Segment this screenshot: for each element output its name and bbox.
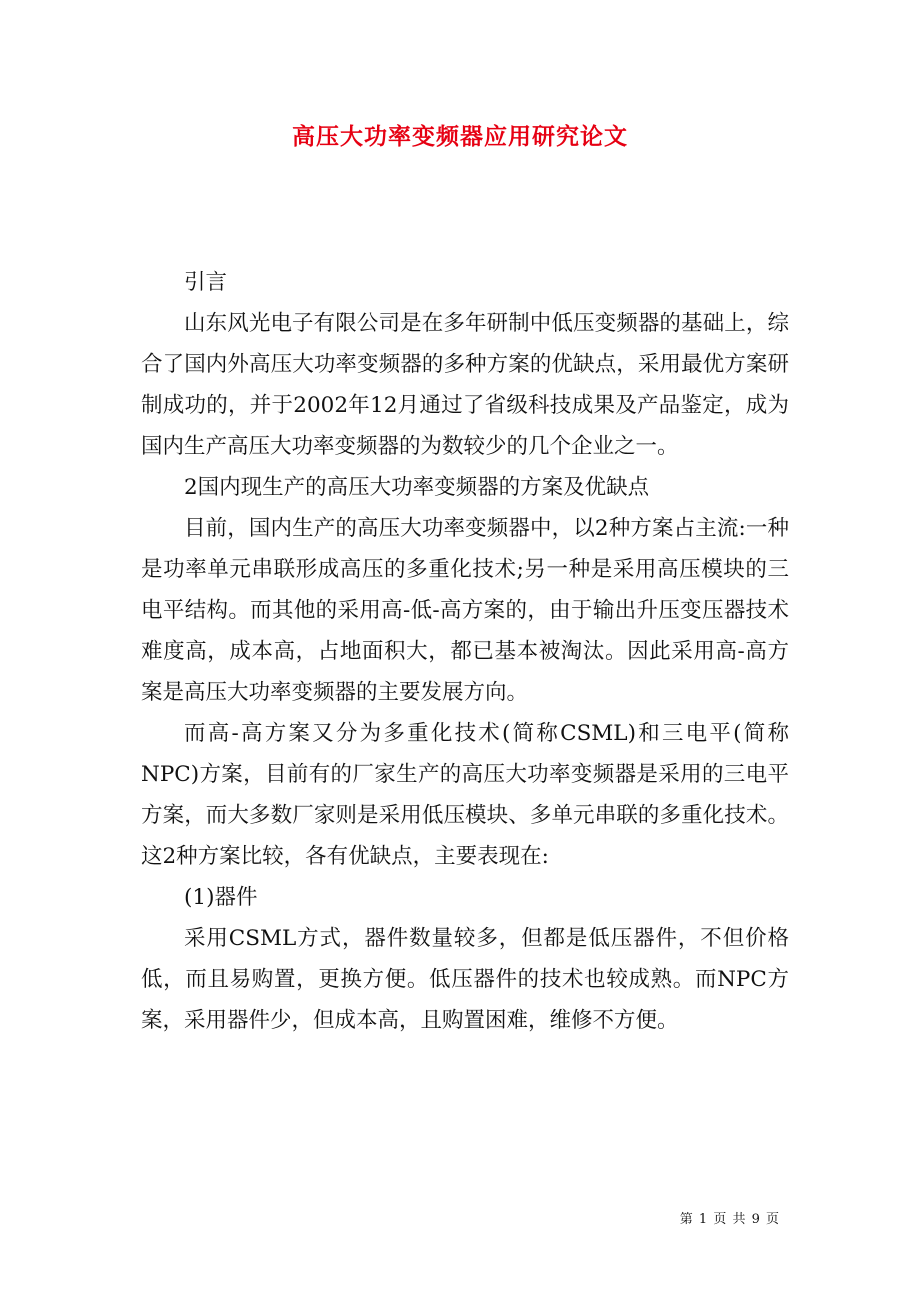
page-number-footer: 第 1 页 共 9 页 (679, 1212, 780, 1227)
paragraph-devices-heading: (1)器件 (184, 885, 258, 910)
paragraph-current-schemes: 目前，国内生产的高压大功率变频器中，以2种方案占主流:一种是功率单元串联形成高压的多重化技术;另一种是采用高压模块的三电平结构。而其他的采用高-低-高方案的，由于输出升压变压器技术难度高，成本高，占地面积大，都已基本被淘汰。因此采用高-高方案是高压大功率变频器的主要发展方向。 (141, 516, 789, 705)
paragraph-company: 山东风光电子有限公司是在多年研制中低压变频器的基础上，综合了国内外高压大功率变频器的多种方案的优缺点，采用最优方案研制成功的，并于2002年12月通过了省级科技成果及产品鉴定，成为国内生产高压大功率变频器的为数较少的几个企业之一。 (141, 311, 789, 459)
paragraph-section-heading: 2国内现生产的高压大功率变频器的方案及优缺点 (184, 475, 650, 500)
paragraph-high-high-scheme: 而高-高方案又分为多重化技术(简称CSML)和三电平(简称NPC)方案，目前有的厂家生产的高压大功率变频器是采用的三电平方案，而大多数厂家则是采用低压模块、多单元串联的多重化技术。这2种方案比较，各有优缺点，主要表现在: (141, 721, 789, 869)
document-title: 高压大功率变频器应用研究论文 (292, 123, 628, 150)
paragraph-intro-heading: 引言 (184, 270, 228, 295)
paragraph-devices: 采用CSML方式，器件数量较多，但都是低压器件，不但价格低，而且易购置，更换方便。低压器件的技术也较成熟。而NPC方案，采用器件少，但成本高，且购置困难，维修不方便。 (141, 926, 789, 1033)
document-body (141, 262, 789, 1041)
